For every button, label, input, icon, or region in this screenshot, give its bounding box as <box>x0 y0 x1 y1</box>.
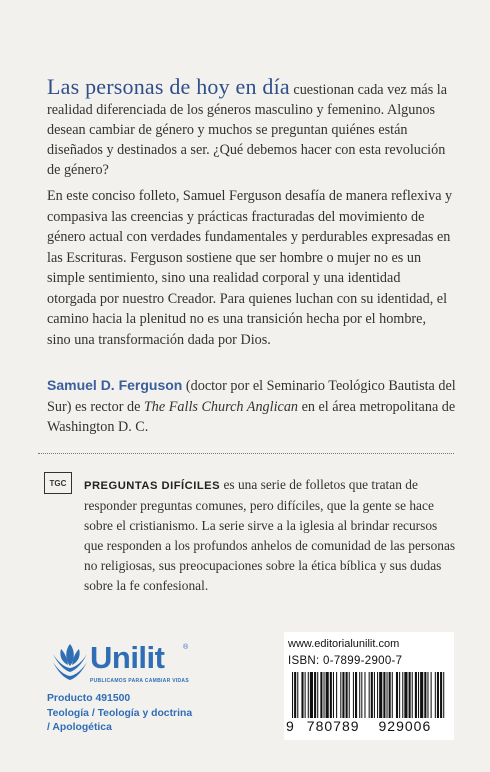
product-info <box>47 692 192 736</box>
author-text-2: en el área metropolitana de Washington D. C. <box>47 398 456 435</box>
barcode-digit-group-2: 780789 <box>306 718 360 734</box>
author-text-1: (doctor por el Seminario Teológico Bautista del Sur) es rector de <box>47 378 456 415</box>
isbn-text: ISBN: 0-7899-2900-7 <box>288 655 403 667</box>
barcode-digits <box>286 718 452 734</box>
church-name: The Falls Church Anglican <box>143 398 299 415</box>
author-bio <box>47 375 457 438</box>
website-url: www.editorialunilit.com <box>288 638 400 650</box>
registered-mark: ® <box>183 644 189 651</box>
barcode-digit-group-1: 9 <box>286 718 294 734</box>
tgc-logo: TGC <box>44 472 72 494</box>
category-line-1: Teología / Teología y doctrina <box>47 707 193 719</box>
barcode-icon <box>290 672 450 720</box>
publisher-tagline: PUBLICAMOS PARA CAMBIAR VIDAS <box>90 678 189 684</box>
series-name: PREGUNTAS DIFÍCILES <box>84 480 221 492</box>
product-number: Producto 491500 <box>47 693 131 704</box>
series-description <box>84 475 456 596</box>
series-text: es una serie de folletos que tratan de responder preguntas comunes, pero difíciles, que la gente se hace sobre el cristianismo. La serie sirve a la iglesia al brindar recursos que responden a los profundos anhelos de comunidad de las personas no religiosas, sus preocupaciones sobre la ética bíblica y sus dudas sobre la fe confesional. <box>84 477 456 593</box>
unilit-leaf-icon <box>50 640 90 686</box>
intro-lead: Las personas de hoy en día <box>47 74 290 99</box>
author-name: Samuel D. Ferguson <box>47 377 183 393</box>
dotted-divider <box>38 453 454 454</box>
publisher-name: Unilit <box>90 640 165 675</box>
intro-paragraph <box>47 74 449 180</box>
intro-rest: cuestionan cada vez más la realidad diferenciada de los géneros masculino y femenino. Algunos desean cambiar de género y muchos se preguntan quiénes están diseñados y destinados a ser. ¿Qué debemos hacer con esta revolución de género? <box>47 82 448 178</box>
barcode-digit-group-3: 929006 <box>378 718 432 734</box>
description-paragraph: En este conciso folleto, Samuel Ferguson desafía de manera reflexiva y compasiva las creencias y prácticas fracturadas del movimiento de género actual con verdades fundamentales y perdurables expresadas en las Escrituras. Ferguson sostiene que ser hombre o mujer no es un simple sentimiento, sino una realidad corporal y una identidad otorgada por nuestro Creador. Para quienes luchan con su identidad, el camino hacia la plenitud no es una transición hecha por el hombre, sino una transformación dada por Dios. <box>47 188 453 348</box>
category-line-2: / Apologética <box>47 722 112 733</box>
